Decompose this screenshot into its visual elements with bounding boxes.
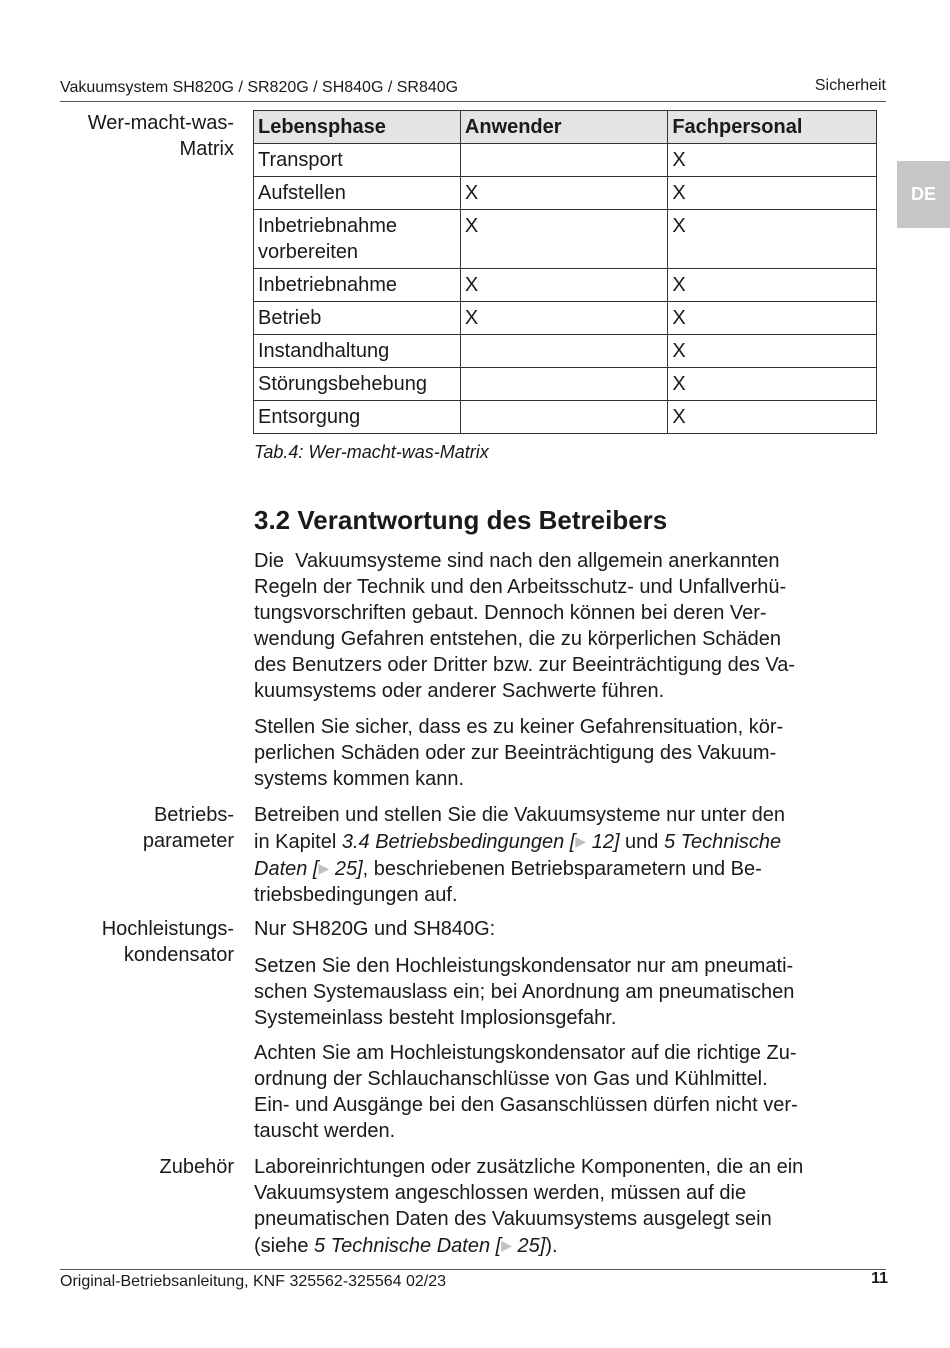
- paragraph-line: systems kommen kann.: [254, 768, 465, 790]
- table-row: [254, 269, 877, 302]
- triangle-right-icon: ▶: [318, 860, 330, 876]
- cell-expert: X: [668, 368, 877, 401]
- cell-phase: Aufstellen: [254, 177, 461, 210]
- paragraph-line: kuumsystems oder anderer Sachwerte führen.: [254, 680, 665, 702]
- paragraph-line: schen Systemauslass ein; bei Anordnung am pneumatischen: [254, 981, 795, 1003]
- cell-phase: Entsorgung: [254, 401, 461, 434]
- triangle-right-icon: ▶: [575, 833, 587, 849]
- footer-divider: [60, 1269, 886, 1270]
- cell-user: X: [460, 302, 667, 335]
- paragraph-line: triebsbedingungen auf.: [254, 884, 458, 906]
- header-chapter-title: Sicherheit: [814, 77, 886, 94]
- cell-phase: Transport: [254, 144, 461, 177]
- intro-paragraph: [254, 548, 878, 704]
- table-caption: Tab.4: Wer-macht-was-Matrix: [254, 442, 489, 462]
- link-page: 25]: [329, 858, 363, 880]
- paragraph-line: tauscht werden.: [254, 1120, 396, 1142]
- language-tab: DE: [897, 161, 950, 228]
- cell-expert: X: [668, 144, 877, 177]
- responsibility-matrix-table: [253, 110, 877, 434]
- table-row: [254, 335, 877, 368]
- cell-phase: Inbetriebnahme vorbereiten: [254, 210, 461, 269]
- condenser-models-line: Nur SH820G und SH840G:: [254, 918, 496, 940]
- table-row: [254, 401, 877, 434]
- side-label-matrix: [88, 110, 234, 162]
- cell-expert: X: [668, 302, 877, 335]
- column-header-user: Anwender: [460, 111, 667, 144]
- cell-expert: X: [668, 401, 877, 434]
- table-row: [254, 177, 877, 210]
- cross-reference-link[interactable]: [342, 831, 620, 853]
- text-run: und: [619, 831, 664, 853]
- cell-expert: X: [668, 210, 877, 269]
- text-run: , beschriebenen Betriebsparametern und Be-: [362, 858, 762, 880]
- side-label-line: Matrix: [179, 138, 234, 160]
- side-label-line: kondensator: [123, 944, 234, 966]
- column-header-expert: Fachpersonal: [668, 111, 877, 144]
- side-label-line: parameter: [142, 830, 234, 852]
- link-text: Daten [: [254, 858, 319, 880]
- paragraph-line: tungsvorschriften gebaut. Dennoch können bei deren Ver-: [254, 602, 767, 624]
- triangle-right-icon: ▶: [501, 1237, 512, 1253]
- accessories-paragraph: [254, 1154, 878, 1259]
- table-row: [254, 368, 877, 401]
- table-row: [254, 144, 877, 177]
- table-row: [254, 302, 877, 335]
- cell-user: [460, 144, 667, 177]
- paragraph-line: wendung Gefahren entstehen, die zu körperlichen Schäden: [254, 628, 782, 650]
- column-header-phase: Lebensphase: [254, 111, 461, 144]
- paragraph-line: [254, 855, 878, 882]
- paragraph-line: ordnung der Schlauchanschlüsse von Gas und Kühlmittel.: [254, 1068, 768, 1090]
- footer-page-number: 11: [871, 1270, 888, 1287]
- paragraph-line: Die Vakuumsysteme sind nach den allgemein anerkannten: [254, 550, 780, 572]
- paragraph-line: pneumatischen Daten des Vakuumsystems ausgelegt sein: [254, 1208, 772, 1230]
- cell-phase: Betrieb: [254, 302, 461, 335]
- paragraph-line: Laboreinrichtungen oder zusätzliche Komponenten, die an ein: [254, 1156, 804, 1178]
- footer-document-id: Original-Betriebsanleitung, KNF 325562-325564 02/23: [60, 1273, 447, 1290]
- section-heading: 3.2 Verantwortung des Betreibers: [254, 505, 668, 535]
- paragraph-line: [254, 828, 878, 855]
- condenser-hoses-paragraph: [254, 1040, 878, 1144]
- header-divider: [60, 101, 886, 102]
- side-label-parameters: [143, 802, 234, 854]
- cell-user: [460, 401, 667, 434]
- paragraph-line: Betreiben und stellen Sie die Vakuumsysteme nur unter den: [254, 804, 786, 826]
- text-run: (siehe: [254, 1235, 315, 1257]
- side-label-condenser: [102, 916, 234, 968]
- link-page: 25]: [511, 1235, 546, 1257]
- cell-user: X: [460, 177, 667, 210]
- cross-reference-link[interactable]: [314, 1235, 545, 1257]
- cell-user: X: [460, 210, 667, 269]
- cell-phase: Störungsbehebung: [254, 368, 461, 401]
- side-label-accessories: [160, 1154, 235, 1180]
- cell-user: [460, 335, 667, 368]
- cell-expert: X: [668, 269, 877, 302]
- text-run: ).: [545, 1235, 558, 1257]
- table-row: [254, 210, 877, 269]
- cell-user: X: [460, 269, 667, 302]
- link-text: 3.4 Betriebsbedingungen [: [341, 831, 576, 853]
- paragraph-line: [254, 1232, 878, 1259]
- text-run: in Kapitel: [254, 831, 342, 853]
- cell-user: [460, 368, 667, 401]
- table-header-row: [254, 111, 877, 144]
- side-label-line: Zubehör: [159, 1156, 234, 1178]
- paragraph-line: Achten Sie am Hochleistungskondensator auf die richtige Zu-: [254, 1042, 797, 1064]
- header-product-title: Vakuumsystem SH820G / SR820G / SH840G / SR840G: [60, 79, 459, 96]
- link-text: 5 Technische Daten [: [314, 1235, 502, 1257]
- cell-phase: Instandhaltung: [254, 335, 461, 368]
- paragraph-line: Regeln der Technik und den Arbeitsschutz- und Unfallverhü-: [254, 576, 787, 598]
- side-label-line: Hochleistungs-: [101, 918, 234, 940]
- paragraph-line: Systemeinlass besteht Implosionsgefahr.: [254, 1007, 617, 1029]
- cross-reference-link[interactable]: [664, 831, 781, 853]
- side-label-line: Betriebs-: [153, 804, 234, 826]
- paragraph-line: Setzen Sie den Hochleistungskondensator nur am pneumati-: [254, 955, 794, 977]
- cell-phase: Inbetriebnahme: [254, 269, 461, 302]
- link-page: 12]: [586, 831, 620, 853]
- operating-paragraph: [254, 802, 878, 908]
- link-text: 5 Technische: [663, 831, 782, 853]
- paragraph-line: Ein- und Ausgänge bei den Gasanschlüssen dürfen nicht ver-: [254, 1094, 798, 1116]
- paragraph-line: Vakuumsystem angeschlossen werden, müssen auf die: [254, 1182, 747, 1204]
- paragraph-line: des Benutzers oder Dritter bzw. zur Beeinträchtigung des Va-: [254, 654, 796, 676]
- cell-expert: X: [668, 335, 877, 368]
- cell-expert: X: [668, 177, 877, 210]
- paragraph-line: perlichen Schäden oder zur Beeinträchtigung des Vakuum-: [254, 742, 777, 764]
- paragraph-line: Stellen Sie sicher, dass es zu keiner Gefahrensituation, kör-: [254, 716, 784, 738]
- ensure-paragraph: [254, 714, 878, 792]
- cross-reference-link[interactable]: [254, 858, 363, 880]
- condenser-install-paragraph: [254, 953, 878, 1031]
- side-label-line: Wer-macht-was-: [87, 112, 234, 134]
